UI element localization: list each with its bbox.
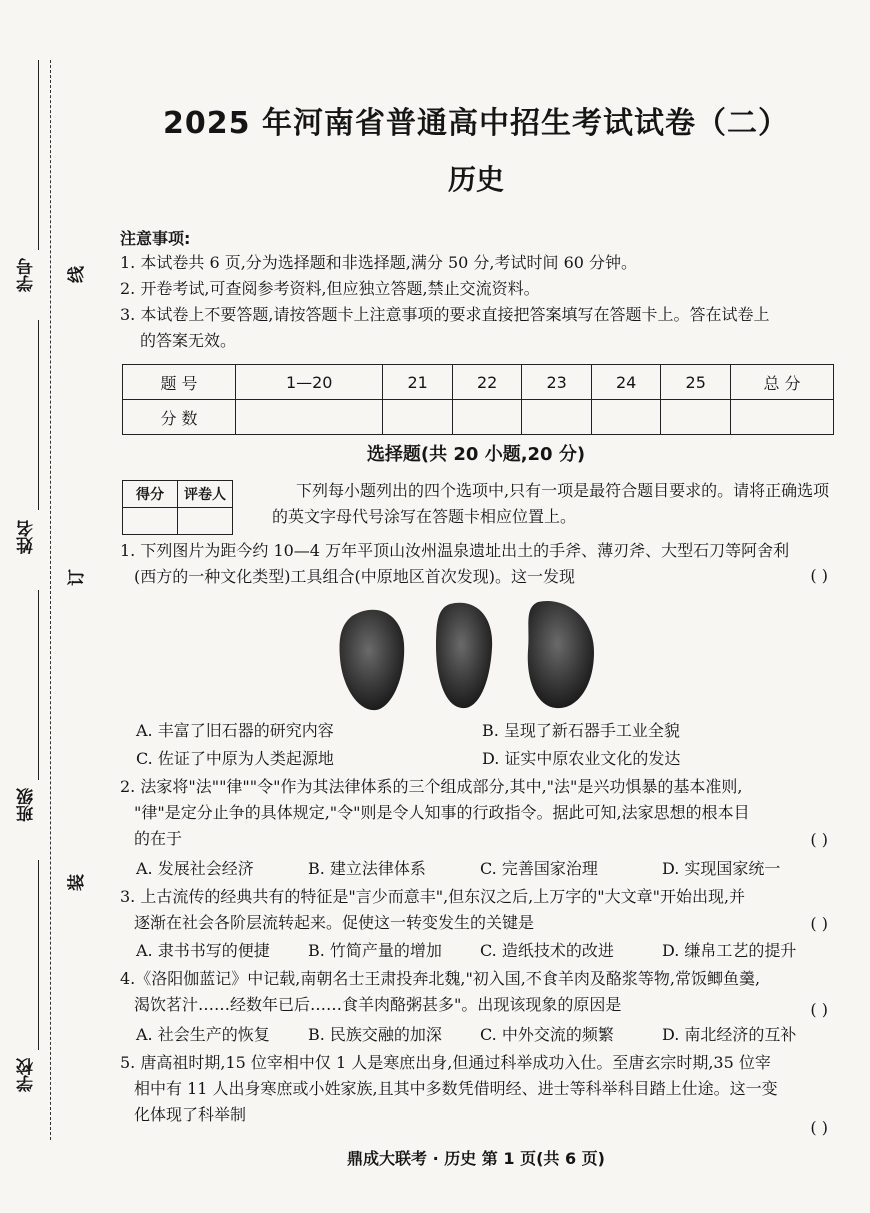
- score-cell[interactable]: [522, 400, 592, 435]
- score-cell[interactable]: [591, 400, 661, 435]
- score-header-cell: 25: [661, 365, 731, 400]
- question-2-option-c[interactable]: C. 完善国家治理: [480, 859, 598, 878]
- question-2-option-d[interactable]: D. 实现国家统一: [662, 859, 781, 878]
- question-2-option-a[interactable]: A. 发展社会经济: [136, 859, 254, 878]
- question-3-option-c[interactable]: C. 造纸技术的改进: [480, 941, 614, 960]
- question-3-stem: 逐渐在社会各阶层流转起来。促使这一转变发生的关键是: [134, 913, 535, 932]
- grader-label-score: 得分: [123, 481, 178, 508]
- question-5-stem: 相中有 11 人出身寒庶或小姓家族,且其中多数凭借明经、进士等科举科目踏上仕途。这一变: [134, 1079, 778, 1098]
- question-5-stem: 5. 唐高祖时期,15 位宰相中仅 1 人是寒庶出身,但通过科举成功入仕。至唐玄宗时期,35 位宰: [120, 1053, 771, 1072]
- notice-item: 的答案无效。: [140, 331, 237, 350]
- score-cell[interactable]: [661, 400, 731, 435]
- exam-page: [112, 0, 840, 1213]
- question-3-option-d[interactable]: D. 缣帛工艺的提升: [662, 941, 797, 960]
- question-4-option-b[interactable]: B. 民族交融的加深: [308, 1025, 442, 1044]
- score-header-cell: 22: [452, 365, 522, 400]
- question-2-stem: 2. 法家将"法""律""令"作为其法律体系的三个组成部分,其中,"法"是兴功惧暴的基本准则,: [120, 777, 743, 796]
- answer-paren: ( ): [810, 566, 828, 585]
- score-header-cell: 题 号: [123, 365, 236, 400]
- score-header-cell: 21: [383, 365, 453, 400]
- score-header-cell: 24: [591, 365, 661, 400]
- notice-heading: 注意事项:: [120, 229, 191, 248]
- binding-dashed-line: [50, 60, 51, 1140]
- question-4-option-d[interactable]: D. 南北经济的互补: [662, 1025, 797, 1044]
- question-1-option-a[interactable]: A. 丰富了旧石器的研究内容: [136, 721, 334, 740]
- answer-paren: ( ): [810, 1000, 828, 1019]
- question-2-stem: 的在于: [134, 829, 183, 848]
- question-4-stem: 4.《洛阳伽蓝记》中记载,南朝名士王肃投奔北魏,"初入国,不食羊肉及酪浆等物,常饭鲫鱼羹,: [120, 969, 761, 988]
- score-table-score-row: [123, 400, 834, 435]
- cleaver-image: [436, 603, 492, 708]
- class-label: 班级: [17, 788, 37, 822]
- name-blank[interactable]: [38, 320, 39, 510]
- hand-axe-image: [340, 610, 405, 710]
- notice-item: 1. 本试卷共 6 页,分为选择题和非选择题,满分 50 分,考试时间 60 分钟。: [120, 253, 638, 272]
- question-1-stem: (西方的一种文化类型)工具组合(中原地区首次发现)。这一发现: [134, 567, 575, 586]
- subject-title: 历史: [447, 163, 504, 196]
- question-3-option-b[interactable]: B. 竹简产量的增加: [308, 941, 442, 960]
- school-blank[interactable]: [38, 860, 39, 1050]
- grader-score-cell[interactable]: [123, 508, 178, 535]
- grader-table: [122, 480, 233, 535]
- grader-label-reviewer: 评卷人: [178, 481, 233, 508]
- score-header-cell: 1—20: [236, 365, 383, 400]
- grader-reviewer-cell[interactable]: [178, 508, 233, 535]
- binding-gutter: [0, 0, 100, 1213]
- answer-paren: ( ): [810, 830, 828, 849]
- notice-item: 3. 本试卷上不要答题,请按答题卡上注意事项的要求直接把答案填写在答题卡上。答在试卷上: [120, 305, 770, 324]
- student-id-blank[interactable]: [38, 60, 39, 250]
- question-2-stem: "律"是定分止争的具体规定,"令"则是令人知事的行政指令。据此可知,法家思想的根本目: [134, 803, 750, 822]
- exam-title: 2025 年河南省普通高中招生考试试卷（二）: [163, 106, 789, 141]
- question-3-option-a[interactable]: A. 隶书书写的便捷: [136, 941, 270, 960]
- notice-item: 2. 开卷考试,可查阅参考资料,但应独立答题,禁止交流资料。: [120, 279, 540, 298]
- question-3-stem: 3. 上古流传的经典共有的特征是"言少而意丰",但东汉之后,上万字的"大文章"开始出现,并: [120, 887, 746, 906]
- score-header-cell: 总 分: [731, 365, 834, 400]
- gutter-mark-line: 线: [67, 266, 87, 283]
- name-label: 姓名: [17, 520, 37, 554]
- question-4-option-c[interactable]: C. 中外交流的频繁: [480, 1025, 614, 1044]
- class-blank[interactable]: [38, 590, 39, 780]
- question-1-stem: 1. 下列图片为距今约 10—4 万年平顶山汝州温泉遗址出土的手斧、薄刃斧、大型石刀等阿舍利: [120, 541, 790, 560]
- section-instruction: 下列每小题列出的四个选项中,只有一项是最符合题目要求的。请将正确选项的英文字母代号涂写在答题卡相应位置上。: [272, 481, 830, 526]
- question-1-option-c[interactable]: C. 佐证了中原为人类起源地: [136, 749, 334, 768]
- score-header-cell: 23: [522, 365, 592, 400]
- stone-knife-image: [528, 601, 594, 708]
- score-cell[interactable]: [383, 400, 453, 435]
- question-5-stem: 化体现了科举制: [134, 1105, 247, 1124]
- gutter-mark-ding: 订: [67, 569, 87, 586]
- student-id-label: 学号: [17, 258, 37, 292]
- score-cell[interactable]: [731, 400, 834, 435]
- page-footer: 鼎成大联考 · 历史 第 1 页(共 6 页): [347, 1149, 605, 1168]
- question-4-option-a[interactable]: A. 社会生产的恢复: [136, 1025, 270, 1044]
- score-row-label: 分 数: [123, 400, 236, 435]
- score-table-header-row: [123, 365, 834, 400]
- score-cell[interactable]: [236, 400, 383, 435]
- school-label: 学校: [17, 1058, 37, 1092]
- score-cell[interactable]: [452, 400, 522, 435]
- answer-paren: ( ): [810, 914, 828, 933]
- question-4-stem: 渴饮茗汁……经数年已后……食羊肉酪粥甚多"。出现该现象的原因是: [134, 995, 622, 1014]
- question-1-option-b[interactable]: B. 呈现了新石器手工业全貌: [482, 721, 680, 740]
- question-1-option-d[interactable]: D. 证实中原农业文化的发达: [482, 749, 681, 768]
- gutter-mark-zhuang: 装: [67, 874, 87, 891]
- question-2-option-b[interactable]: B. 建立法律体系: [308, 859, 426, 878]
- section-title: 选择题(共 20 小题,20 分): [366, 444, 586, 465]
- answer-paren: ( ): [810, 1118, 828, 1137]
- score-table: [122, 364, 834, 435]
- stone-tools-image: [332, 596, 612, 716]
